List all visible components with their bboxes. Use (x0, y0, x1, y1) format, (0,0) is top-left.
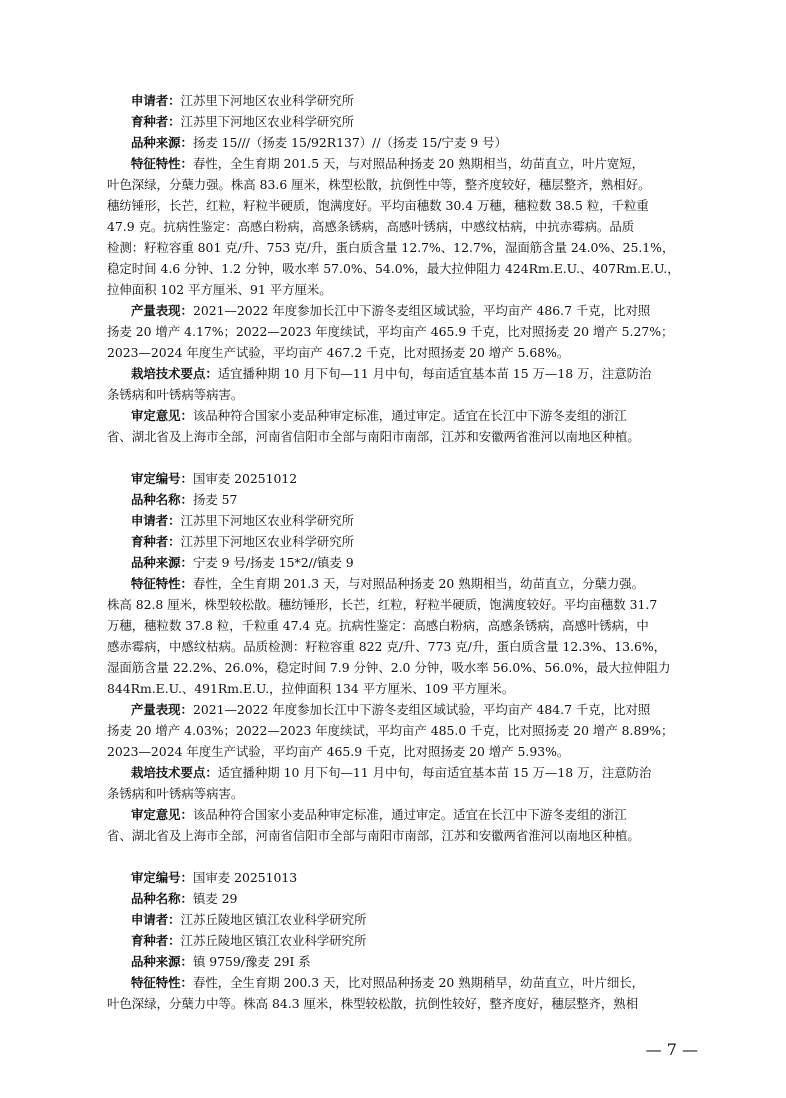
variety-entry-3 (107, 867, 701, 1014)
yield-line: 扬麦 20 增产 4.03%；2022—2023 年度续试，平均亩产 485.0 千克，比对照扬麦 20 增产 8.89%； (107, 723, 674, 738)
cultivation-line: 条锈病和叶锈病等病害。 (107, 786, 244, 801)
traits-line (107, 573, 701, 594)
yield-label: 产量表现： (131, 702, 193, 717)
traits-line (107, 153, 701, 174)
traits-line: 稳定时间 4.6 分钟、1.2 分钟，吸水率 57.0%、54.0%，最大拉伸阻力 424Rm.E.U.、407Rm.E.U.， (107, 261, 680, 276)
yield-line: 2023—2024 年度生产试验，平均亩产 467.2 千克，比对照扬麦 20 增产 5.68%。 (107, 345, 570, 360)
yield-line (107, 300, 701, 321)
approval-code-line (107, 867, 701, 888)
breeder-value: 江苏里下河地区农业科学研究所 (180, 114, 355, 129)
cultivation-label: 栽培技术要点： (131, 366, 218, 381)
variety-entry-2 (107, 468, 701, 846)
applicant-line (107, 510, 701, 531)
source-value: 镇 9759/豫麦 29I 系 (192, 954, 311, 969)
variety-name-line (107, 489, 701, 510)
variety-entry-1 (107, 90, 701, 447)
breeder-line (107, 531, 701, 552)
approval-code-value: 国审麦 20251013 (192, 870, 298, 885)
opinion-line: 省、湖北省及上海市全部，河南省信阳市全部与南阳市南部，江苏和安徽两省淮河以南地区种植。 (107, 429, 640, 444)
approval-code-label: 审定编号： (131, 471, 193, 486)
source-value: 扬麦 15///（扬麦 15/92R137）//（扬麦 15/宁麦 9 号） (192, 135, 507, 150)
yield-line: 2023—2024 年度生产试验，平均亩产 465.9 千克，比对照扬麦 20 增产 5.93%。 (107, 744, 570, 759)
traits-text: 春性，全生育期 201.5 天，与对照品种扬麦 20 熟期相当，幼苗直立，叶片宽短， (192, 156, 645, 171)
applicant-line (107, 90, 701, 111)
cultivation-label: 栽培技术要点： (131, 765, 218, 780)
traits-line: 检测：籽粒容重 801 克/升、753 克/升，蛋白质含量 12.7%、12.7%，湿面筋含量 24.0%、25.1%， (107, 240, 675, 255)
traits-line: 株高 82.8 厘米，株型较松散。穗纺锤形，长芒，红粒，籽粒半硬质，饱满度较好。平均亩穗数 31.7 (107, 597, 658, 612)
opinion-line (107, 405, 701, 426)
traits-line: 万穗，穗粒数 37.8 粒，千粒重 47.4 克。抗病性鉴定：高感白粉病，高感条锈病，高感叶锈病，中 (107, 618, 649, 633)
approval-code-line (107, 468, 701, 489)
cultivation-text: 适宜播种期 10 月下旬—11 月中旬，每亩适宜基本苗 15 万—18 万，注意防治 (217, 765, 652, 780)
opinion-text: 该品种符合国家小麦品种审定标准，通过审定。适宜在长江中下游冬麦组的浙江 (192, 408, 627, 423)
traits-label: 特征特性： (131, 576, 193, 591)
yield-line: 扬麦 20 增产 4.17%；2022—2023 年度续试，平均亩产 465.9 千克，比对照扬麦 20 增产 5.27%； (107, 324, 674, 339)
traits-line: 穗纺锤形，长芒，红粒，籽粒半硬质，饱满度好。平均亩穗数 30.4 万穗，穗粒数 38.5 粒，千粒重 (107, 198, 649, 213)
variety-name-value: 镇麦 29 (192, 891, 238, 906)
traits-line: 拉伸面积 102 平方厘米、91 平方厘米。 (107, 282, 332, 297)
traits-line: 感赤霉病，中感纹枯病。品质检测：籽粒容重 822 克/升、773 克/升，蛋白质含量 12.3%、13.6%， (107, 639, 667, 654)
applicant-label: 申请者： (131, 912, 181, 927)
cultivation-line (107, 363, 701, 384)
traits-line: 47.9 克。抗病性鉴定：高感白粉病，高感条锈病，高感叶锈病，中感纹枯病，中抗赤霉病。品质 (107, 219, 635, 234)
cultivation-line: 条锈病和叶锈病等病害。 (107, 387, 244, 402)
variety-name-label: 品种名称： (131, 891, 193, 906)
variety-name-label: 品种名称： (131, 492, 193, 507)
source-line (107, 132, 701, 153)
traits-line: 叶色深绿，分蘖力中等。株高 84.3 厘米，株型较松散，抗倒性较好，整齐度好，穗层整齐，熟相 (107, 996, 639, 1011)
source-label: 品种来源： (131, 954, 193, 969)
yield-text: 2021—2022 年度参加长江中下游冬麦组区域试验，平均亩产 484.7 千克，比对照 (192, 702, 651, 717)
traits-line: 844Rm.E.U.、491Rm.E.U.，拉伸面积 134 平方厘米、109 平方厘米。 (107, 681, 515, 696)
cultivation-text: 适宜播种期 10 月下旬—11 月中旬，每亩适宜基本苗 15 万—18 万，注意防治 (217, 366, 652, 381)
traits-text: 春性，全生育期 200.3 天，比对照品种扬麦 20 熟期稍早，幼苗直立，叶片细长， (192, 975, 645, 990)
applicant-value: 江苏里下河地区农业科学研究所 (180, 513, 355, 528)
opinion-label: 审定意见： (131, 807, 193, 822)
applicant-line (107, 909, 701, 930)
opinion-text: 该品种符合国家小麦品种审定标准，通过审定。适宜在长江中下游冬麦组的浙江 (192, 807, 627, 822)
traits-label: 特征特性： (131, 156, 193, 171)
traits-line: 叶色深绿，分蘖力强。株高 83.6 厘米，株型松散，抗倒性中等，整齐度较好，穗层整齐，熟相好。 (107, 177, 651, 192)
source-line (107, 951, 701, 972)
opinion-label: 审定意见： (131, 408, 193, 423)
yield-line (107, 699, 701, 720)
cultivation-line (107, 762, 701, 783)
breeder-line (107, 930, 701, 951)
approval-code-label: 审定编号： (131, 870, 193, 885)
breeder-value: 江苏里下河地区农业科学研究所 (180, 534, 355, 549)
applicant-label: 申请者： (131, 513, 181, 528)
breeder-value: 江苏丘陵地区镇江农业科学研究所 (180, 933, 367, 948)
breeder-label: 育种者： (131, 114, 181, 129)
breeder-label: 育种者： (131, 534, 181, 549)
traits-line: 湿面筋含量 22.2%、26.0%，稳定时间 7.9 分钟、2.0 分钟，吸水率 56.0%、56.0%，最大拉伸阻力 (107, 660, 671, 675)
source-label: 品种来源： (131, 555, 193, 570)
breeder-label: 育种者： (131, 933, 181, 948)
applicant-value: 江苏里下河地区农业科学研究所 (180, 93, 355, 108)
approval-code-value: 国审麦 20251012 (192, 471, 298, 486)
traits-text: 春性，全生育期 201.3 天，与对照品种扬麦 20 熟期相当，幼苗直立，分蘖力强。 (192, 576, 645, 591)
entry-spacer (107, 447, 701, 468)
yield-text: 2021—2022 年度参加长江中下游冬麦组区域试验，平均亩产 486.7 千克，比对照 (192, 303, 651, 318)
applicant-label: 申请者： (131, 93, 181, 108)
traits-label: 特征特性： (131, 975, 193, 990)
applicant-value: 江苏丘陵地区镇江农业科学研究所 (180, 912, 367, 927)
variety-name-line (107, 888, 701, 909)
opinion-line: 省、湖北省及上海市全部，河南省信阳市全部与南阳市南部，江苏和安徽两省淮河以南地区种植。 (107, 828, 640, 843)
page-content (107, 90, 701, 1014)
traits-line (107, 972, 701, 993)
source-value: 宁麦 9 号/扬麦 15*2//镇麦 9 (192, 555, 354, 570)
breeder-line (107, 111, 701, 132)
opinion-line (107, 804, 701, 825)
entry-spacer (107, 846, 701, 867)
page-number: — 7 — (645, 1040, 698, 1059)
variety-name-value: 扬麦 57 (192, 492, 238, 507)
source-line (107, 552, 701, 573)
yield-label: 产量表现： (131, 303, 193, 318)
source-label: 品种来源： (131, 135, 193, 150)
